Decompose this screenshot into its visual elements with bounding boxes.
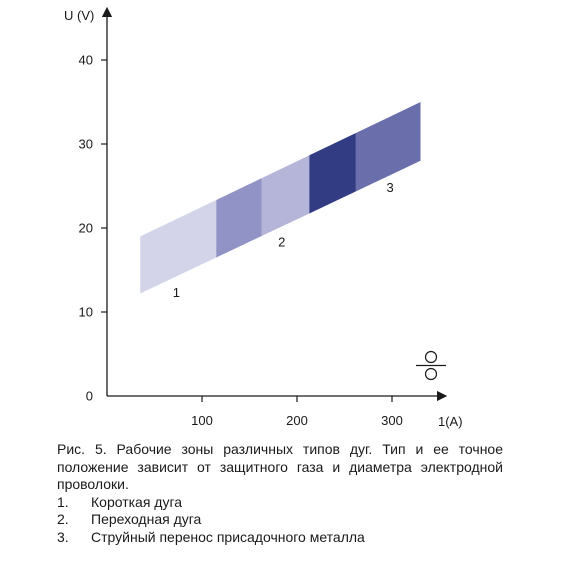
caption-text: Рис. 5. Рабочие зоны различных типов дуг. Тип и ее точное положение зависит от защитного газа и диаметра электродной проволоки. xyxy=(57,441,503,492)
x-tick-label: 300 xyxy=(381,413,403,428)
x-axis-label: 1(A) xyxy=(438,414,463,429)
legend-text: Короткая дуга xyxy=(91,493,183,510)
zone-segment-1 xyxy=(140,200,216,294)
x-ticks xyxy=(191,396,403,428)
zone-label-3: 3 xyxy=(386,179,394,195)
zone-label-2: 2 xyxy=(278,234,286,250)
y-axis-label: U (V) xyxy=(64,8,95,23)
y-tick-label: 40 xyxy=(78,52,93,68)
legend-item-2 xyxy=(57,511,503,529)
zone-segment-5 xyxy=(356,102,421,191)
zone-segment-2 xyxy=(216,178,262,257)
y-tick-label: 30 xyxy=(78,136,93,152)
arc-zones xyxy=(140,102,420,294)
y-tick-label: 0 xyxy=(85,388,93,404)
legend-item-3 xyxy=(57,529,503,547)
gas-mixture-icon xyxy=(416,352,446,380)
zone-label-1: 1 xyxy=(172,284,180,300)
legend-item-1 xyxy=(57,494,503,512)
legend-number: 1. xyxy=(57,493,69,510)
y-tick-label: 20 xyxy=(78,220,93,236)
x-tick-label: 200 xyxy=(286,413,308,428)
zone-segment-4 xyxy=(309,133,356,213)
y-ticks xyxy=(79,53,107,404)
figure-caption xyxy=(57,441,503,546)
legend-number: 2. xyxy=(57,511,69,527)
legend-text: Переходная дуга xyxy=(91,511,202,527)
y-tick-label: 10 xyxy=(78,304,93,320)
legend-text: Струйный перенос присадочного металла xyxy=(91,528,365,545)
legend-number: 3. xyxy=(57,528,69,545)
x-tick-label: 100 xyxy=(191,413,213,428)
zone-segment-3 xyxy=(262,155,310,236)
